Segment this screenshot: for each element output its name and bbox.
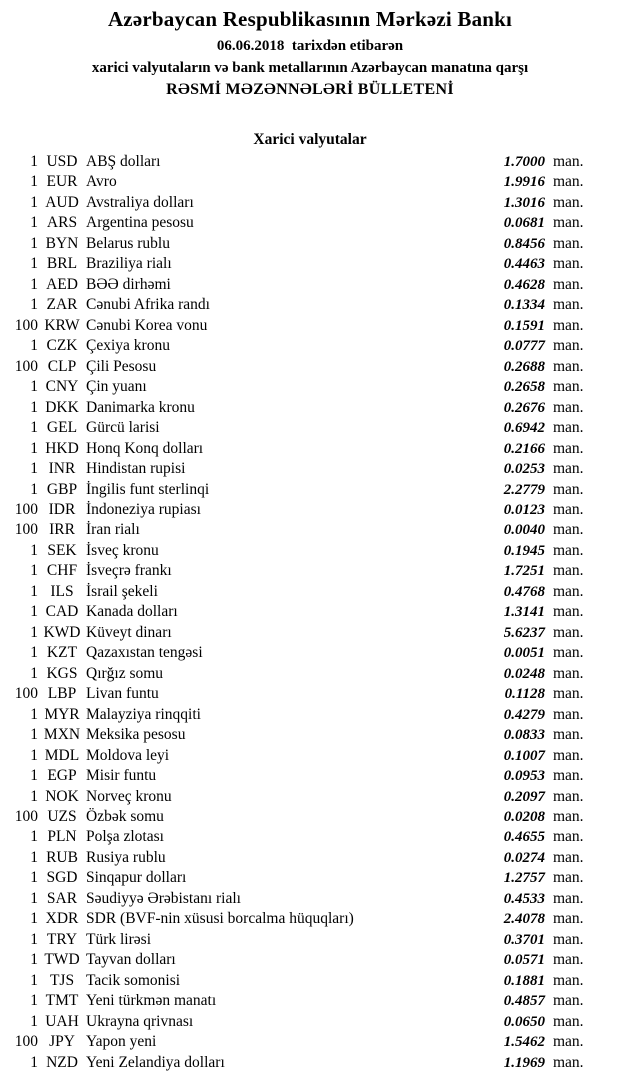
currency-code: ARS bbox=[46, 214, 78, 232]
currency-quantity: 1 bbox=[30, 603, 38, 621]
currency-code: NZD bbox=[46, 1053, 78, 1071]
currency-unit: man. bbox=[553, 439, 584, 457]
currency-row bbox=[0, 1032, 620, 1052]
currency-quantity: 100 bbox=[14, 1033, 38, 1051]
currency-rate: 0.2676 bbox=[503, 399, 545, 416]
currency-name: ABŞ dolları bbox=[86, 153, 161, 170]
currency-code: GBP bbox=[46, 480, 78, 498]
currency-name: Yapon yeni bbox=[86, 1033, 157, 1051]
currency-name: Səudiyyə Ərəbistanı rialı bbox=[86, 889, 241, 907]
currency-rate: 0.0681 bbox=[503, 215, 545, 232]
currency-row bbox=[0, 582, 620, 602]
currency-unit: man. bbox=[553, 705, 584, 723]
currency-unit: man. bbox=[553, 623, 584, 641]
currency-quantity: 1 bbox=[30, 910, 38, 928]
currency-name: İsveç kronu bbox=[86, 541, 159, 559]
currency-name: Gürcü larisi bbox=[86, 419, 160, 437]
currency-rate: 1.9916 bbox=[503, 174, 545, 191]
currency-name: Sinqapur dolları bbox=[86, 869, 187, 887]
currency-quantity: 1 bbox=[30, 460, 38, 478]
currency-name: Türk lirəsi bbox=[86, 930, 151, 948]
currency-name: Avro bbox=[86, 173, 117, 191]
currency-name: Çin yuanı bbox=[86, 378, 147, 396]
currency-name: Özbək somu bbox=[86, 808, 164, 825]
currency-quantity: 1 bbox=[30, 623, 38, 641]
currency-unit: man. bbox=[553, 971, 584, 989]
currency-table bbox=[0, 152, 620, 1073]
currency-rate: 0.2097 bbox=[503, 788, 545, 805]
currency-name: Küveyt dinarı bbox=[86, 623, 172, 641]
currency-unit: man. bbox=[553, 582, 584, 600]
currency-name: Norveç kronu bbox=[86, 787, 172, 805]
currency-unit: man. bbox=[553, 296, 584, 314]
currency-name: İsrail şekeli bbox=[86, 582, 158, 600]
currency-code: UZS bbox=[47, 808, 77, 825]
currency-rate: 0.0650 bbox=[503, 1013, 545, 1030]
currency-rate: 0.0777 bbox=[503, 338, 545, 355]
currency-code: TWD bbox=[44, 951, 80, 969]
currency-rate: 0.4655 bbox=[503, 829, 545, 846]
currency-name: Qırğız somu bbox=[86, 664, 164, 682]
currency-quantity: 1 bbox=[30, 480, 38, 498]
currency-quantity: 1 bbox=[30, 296, 38, 314]
currency-name: Çili Pesosu bbox=[86, 357, 157, 375]
currency-name: SDR (BVF-nin xüsusi borcalma hüquqları) bbox=[86, 910, 354, 928]
currency-quantity: 1 bbox=[30, 869, 38, 887]
currency-row bbox=[0, 254, 620, 274]
currency-name: Honq Konq dolları bbox=[86, 439, 204, 457]
currency-quantity: 1 bbox=[30, 541, 38, 559]
currency-unit: man. bbox=[553, 337, 584, 355]
currency-row bbox=[0, 459, 620, 479]
currency-code: MYR bbox=[44, 705, 80, 723]
currency-quantity: 1 bbox=[30, 1053, 38, 1071]
currency-rate: 0.0253 bbox=[503, 461, 545, 478]
currency-code: CHF bbox=[46, 562, 78, 580]
currency-quantity: 1 bbox=[30, 889, 38, 907]
currency-row bbox=[0, 561, 620, 581]
bank-name-title: Azərbaycan Respublikasının Mərkəzi Bankı bbox=[107, 7, 513, 31]
currency-rate: 2.2779 bbox=[503, 481, 545, 498]
currency-unit: man. bbox=[553, 664, 584, 682]
currency-row bbox=[0, 295, 620, 315]
currency-unit: man. bbox=[553, 1012, 584, 1030]
currency-name: Çexiya kronu bbox=[86, 337, 170, 355]
currency-quantity: 100 bbox=[14, 521, 38, 539]
currency-row bbox=[0, 480, 620, 500]
currency-quantity: 1 bbox=[30, 705, 38, 723]
currency-unit: man. bbox=[553, 828, 584, 846]
currency-quantity: 1 bbox=[30, 173, 38, 191]
currency-quantity: 1 bbox=[30, 378, 38, 396]
currency-row bbox=[0, 1012, 620, 1032]
currency-row bbox=[0, 234, 620, 254]
currency-rate: 1.3141 bbox=[503, 604, 545, 621]
currency-quantity: 1 bbox=[30, 337, 38, 355]
currency-row bbox=[0, 889, 620, 909]
currency-unit: man. bbox=[553, 869, 584, 887]
currency-row bbox=[0, 623, 620, 643]
currency-name: Argentina pesosu bbox=[86, 214, 194, 232]
currency-name: Malayziya rinqqiti bbox=[86, 705, 201, 723]
currency-row bbox=[0, 500, 620, 520]
currency-code: CAD bbox=[45, 603, 79, 621]
currency-code: AED bbox=[46, 275, 78, 293]
currency-rate: 0.4463 bbox=[503, 256, 545, 273]
currency-rate: 0.3701 bbox=[503, 931, 545, 948]
currency-code: KZT bbox=[46, 644, 78, 662]
currency-row bbox=[0, 787, 620, 807]
currency-unit: man. bbox=[553, 214, 584, 232]
currency-rate: 0.4768 bbox=[503, 583, 545, 600]
currency-quantity: 1 bbox=[30, 951, 38, 969]
currency-name: BƏƏ dirhəmi bbox=[86, 275, 171, 293]
currency-row bbox=[0, 275, 620, 295]
currency-rate: 0.2166 bbox=[503, 440, 545, 457]
currency-row bbox=[0, 172, 620, 192]
currency-code: DKK bbox=[45, 398, 79, 416]
currency-row bbox=[0, 1053, 620, 1073]
currency-quantity: 1 bbox=[30, 930, 38, 948]
currency-unit: man. bbox=[553, 193, 584, 211]
currency-name: İndoneziya rupiası bbox=[86, 500, 201, 518]
currency-name: Rusiya rublu bbox=[86, 848, 166, 866]
currency-name: Ukrayna qrivnası bbox=[86, 1012, 194, 1030]
currency-unit: man. bbox=[553, 951, 584, 969]
currency-code: PLN bbox=[47, 828, 77, 846]
currency-code: SAR bbox=[46, 889, 78, 907]
currency-code: SGD bbox=[46, 869, 78, 887]
currency-code: BYN bbox=[45, 234, 79, 252]
currency-quantity: 1 bbox=[30, 664, 38, 682]
currency-unit: man. bbox=[553, 992, 584, 1010]
currency-quantity: 100 bbox=[14, 316, 38, 334]
currency-rate: 0.2658 bbox=[503, 379, 545, 396]
currency-unit: man. bbox=[553, 848, 584, 866]
currency-row bbox=[0, 520, 620, 540]
currency-code: MXN bbox=[43, 726, 81, 744]
currency-code: TJS bbox=[49, 971, 75, 989]
currency-name: Cənubi Korea vonu bbox=[86, 316, 208, 334]
currency-name: Hindistan rupisi bbox=[86, 460, 186, 478]
currency-unit: man. bbox=[553, 234, 584, 252]
currency-code: INR bbox=[48, 460, 76, 478]
currency-code: LBP bbox=[47, 685, 77, 703]
currency-code: CLP bbox=[47, 357, 77, 375]
currency-code: AUD bbox=[45, 193, 79, 211]
currency-code: KGS bbox=[46, 664, 78, 682]
currency-rate: 1.2757 bbox=[503, 870, 545, 887]
currency-code: EGP bbox=[47, 767, 77, 785]
currency-unit: man. bbox=[553, 767, 584, 785]
currency-row bbox=[0, 193, 620, 213]
currency-row bbox=[0, 991, 620, 1011]
currency-quantity: 1 bbox=[30, 787, 38, 805]
currency-row bbox=[0, 643, 620, 663]
currency-name: Braziliya rialı bbox=[86, 255, 172, 273]
currency-code: EUR bbox=[46, 173, 78, 191]
currency-unit: man. bbox=[553, 603, 584, 621]
currency-unit: man. bbox=[553, 398, 584, 416]
currency-quantity: 1 bbox=[30, 419, 38, 437]
currency-row bbox=[0, 398, 620, 418]
currency-unit: man. bbox=[553, 644, 584, 662]
currency-rate: 0.8456 bbox=[503, 235, 545, 252]
currency-name: Misir funtu bbox=[86, 767, 157, 785]
currency-rate: 0.0051 bbox=[503, 645, 545, 662]
currency-rate: 1.1969 bbox=[503, 1054, 545, 1071]
currency-row bbox=[0, 418, 620, 438]
currency-name: Belarus rublu bbox=[86, 234, 170, 252]
currency-rate: 0.4279 bbox=[503, 706, 545, 723]
currency-quantity: 1 bbox=[30, 828, 38, 846]
currency-rate: 0.0208 bbox=[503, 809, 545, 825]
currency-row bbox=[0, 725, 620, 745]
currency-quantity: 1 bbox=[30, 255, 38, 273]
section-title-foreign-currencies: Xarici valyutalar bbox=[253, 131, 367, 148]
currency-name: Livan funtu bbox=[86, 685, 159, 703]
currency-quantity: 1 bbox=[30, 726, 38, 744]
currency-code: CZK bbox=[46, 337, 78, 355]
currency-quantity: 1 bbox=[30, 214, 38, 232]
currency-row bbox=[0, 357, 620, 377]
currency-rate: 0.1128 bbox=[504, 686, 545, 703]
currency-unit: man. bbox=[553, 500, 584, 518]
currency-quantity: 100 bbox=[14, 808, 38, 825]
currency-quantity: 100 bbox=[14, 500, 38, 518]
bulletin-title: RƏSMİ MƏZƏNNƏLƏRİ BÜLLETENİ bbox=[166, 81, 454, 98]
currency-quantity: 1 bbox=[30, 746, 38, 764]
currency-quantity: 1 bbox=[30, 1012, 38, 1030]
currency-unit: man. bbox=[553, 357, 584, 375]
currency-name: İngilis funt sterlinqi bbox=[86, 480, 210, 498]
currency-unit: man. bbox=[553, 746, 584, 764]
currency-row bbox=[0, 541, 620, 561]
currency-row bbox=[0, 684, 620, 704]
currency-quantity: 1 bbox=[30, 562, 38, 580]
currency-row bbox=[0, 971, 620, 991]
currency-code: IRR bbox=[49, 521, 75, 539]
currency-unit: man. bbox=[553, 480, 584, 498]
currency-rate: 0.4628 bbox=[503, 276, 545, 293]
currency-code: BRL bbox=[46, 255, 78, 273]
bulletin-subtitle: xarici valyutaların və bank metallarının Azərbaycan manatına qarşı bbox=[91, 60, 529, 76]
currency-rate: 0.0833 bbox=[503, 727, 545, 744]
currency-code: SEK bbox=[47, 541, 77, 559]
currency-row bbox=[0, 705, 620, 725]
currency-row bbox=[0, 909, 620, 929]
currency-row bbox=[0, 950, 620, 970]
currency-name: Yeni türkmən manatı bbox=[86, 992, 217, 1010]
currency-code: CNY bbox=[45, 378, 79, 396]
currency-code: ZAR bbox=[46, 296, 78, 314]
currency-code: KWD bbox=[43, 623, 81, 641]
currency-row bbox=[0, 746, 620, 766]
currency-name: Meksika pesosu bbox=[86, 726, 186, 744]
currency-quantity: 1 bbox=[30, 275, 38, 293]
currency-unit: man. bbox=[553, 562, 584, 580]
currency-name: Yeni Zelandiya dolları bbox=[86, 1053, 225, 1071]
currency-unit: man. bbox=[553, 910, 584, 928]
currency-unit: man. bbox=[553, 930, 584, 948]
currency-rate: 1.7251 bbox=[503, 563, 545, 580]
currency-rate: 0.1334 bbox=[503, 297, 545, 314]
currency-unit: man. bbox=[553, 787, 584, 805]
currency-rate: 0.0123 bbox=[503, 501, 545, 518]
currency-name: Avstraliya dolları bbox=[86, 193, 194, 211]
currency-name: İsveçrə frankı bbox=[86, 562, 172, 580]
currency-row bbox=[0, 213, 620, 233]
currency-code: TMT bbox=[45, 992, 79, 1010]
currency-rate: 0.4533 bbox=[503, 890, 545, 907]
currency-quantity: 1 bbox=[30, 582, 38, 600]
currency-rate: 0.2688 bbox=[503, 358, 545, 375]
currency-rate: 0.0040 bbox=[503, 522, 545, 539]
currency-quantity: 100 bbox=[14, 357, 38, 375]
currency-unit: man. bbox=[553, 316, 584, 334]
currency-row bbox=[0, 664, 620, 684]
currency-quantity: 1 bbox=[30, 848, 38, 866]
currency-unit: man. bbox=[553, 255, 584, 273]
currency-rate: 1.5462 bbox=[503, 1034, 545, 1051]
currency-rate: 1.7000 bbox=[503, 154, 545, 170]
currency-name: Moldova leyi bbox=[86, 746, 170, 764]
currency-row bbox=[0, 807, 620, 827]
currency-rate: 5.6237 bbox=[503, 624, 545, 641]
currency-quantity: 1 bbox=[30, 398, 38, 416]
currency-row bbox=[0, 602, 620, 622]
currency-code: RUB bbox=[46, 848, 78, 866]
currency-unit: man. bbox=[553, 1053, 584, 1071]
currency-rate: 0.1007 bbox=[503, 747, 545, 764]
currency-quantity: 1 bbox=[30, 644, 38, 662]
currency-unit: man. bbox=[553, 808, 584, 825]
currency-code: JPY bbox=[49, 1033, 75, 1051]
currency-quantity: 1 bbox=[30, 992, 38, 1010]
currency-code: XDR bbox=[45, 910, 79, 928]
currency-quantity: 100 bbox=[14, 685, 38, 703]
currency-code: MDL bbox=[44, 746, 80, 764]
currency-code: UAH bbox=[45, 1012, 79, 1030]
currency-unit: man. bbox=[553, 685, 584, 703]
currency-quantity: 1 bbox=[30, 971, 38, 989]
effective-date-line: 06.06.2018 tarixdən etibarən bbox=[216, 38, 404, 54]
currency-unit: man. bbox=[553, 726, 584, 744]
currency-unit: man. bbox=[553, 153, 584, 170]
currency-quantity: 1 bbox=[30, 234, 38, 252]
currency-code: TRY bbox=[46, 930, 78, 948]
currency-quantity: 1 bbox=[30, 767, 38, 785]
currency-unit: man. bbox=[553, 541, 584, 559]
currency-row bbox=[0, 930, 620, 950]
currency-row bbox=[0, 439, 620, 459]
currency-quantity: 1 bbox=[30, 193, 38, 211]
currency-name: Tacik somonisi bbox=[86, 971, 181, 989]
currency-quantity: 1 bbox=[30, 153, 38, 170]
currency-row bbox=[0, 827, 620, 847]
currency-rate: 0.0953 bbox=[503, 768, 545, 785]
currency-name: Kanada dolları bbox=[86, 603, 178, 621]
currency-unit: man. bbox=[553, 1033, 584, 1051]
currency-unit: man. bbox=[553, 275, 584, 293]
currency-rate: 0.1881 bbox=[503, 972, 545, 989]
currency-row bbox=[0, 848, 620, 868]
currency-rate: 0.0248 bbox=[503, 665, 545, 682]
currency-unit: man. bbox=[553, 378, 584, 396]
currency-name: Danimarka kronu bbox=[86, 398, 195, 416]
currency-rate: 0.0274 bbox=[503, 849, 545, 866]
currency-name: Tayvan dolları bbox=[86, 951, 176, 969]
currency-rate: 0.1591 bbox=[503, 317, 545, 334]
currency-code: ILS bbox=[50, 582, 74, 600]
currency-unit: man. bbox=[553, 889, 584, 907]
currency-unit: man. bbox=[553, 173, 584, 191]
currency-row bbox=[0, 377, 620, 397]
currency-rate: 1.3016 bbox=[503, 194, 545, 211]
currency-rate: 0.6942 bbox=[503, 420, 545, 437]
currency-code: IDR bbox=[48, 500, 76, 518]
currency-rate: 0.0571 bbox=[503, 952, 545, 969]
currency-name: Polşa zlotası bbox=[86, 828, 164, 846]
currency-quantity: 1 bbox=[30, 439, 38, 457]
currency-code: HKD bbox=[45, 439, 79, 457]
currency-name: Qazaxıstan tengəsi bbox=[86, 644, 203, 662]
currency-row bbox=[0, 336, 620, 356]
currency-row bbox=[0, 152, 620, 172]
currency-code: NOK bbox=[45, 787, 79, 805]
currency-row bbox=[0, 766, 620, 786]
currency-name: Cənubi Afrika randı bbox=[86, 296, 210, 314]
currency-code: USD bbox=[46, 153, 78, 170]
currency-name: İran rialı bbox=[86, 521, 140, 539]
currency-rate: 2.4078 bbox=[503, 911, 545, 928]
currency-unit: man. bbox=[553, 460, 584, 478]
currency-rate: 0.4857 bbox=[503, 993, 545, 1010]
currency-unit: man. bbox=[553, 521, 584, 539]
currency-row bbox=[0, 316, 620, 336]
currency-code: KRW bbox=[44, 316, 80, 334]
currency-rate: 0.1945 bbox=[503, 542, 545, 559]
currency-row bbox=[0, 868, 620, 888]
currency-unit: man. bbox=[553, 419, 584, 437]
currency-code: GEL bbox=[46, 419, 78, 437]
